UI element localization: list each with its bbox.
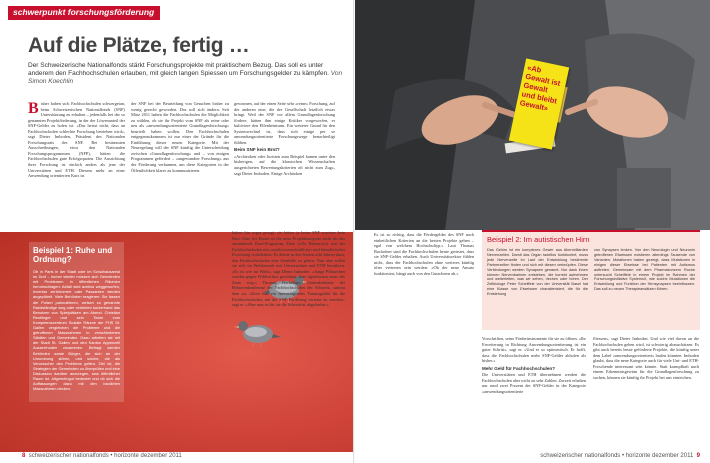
column-3-text: gewonnen, auf der einen Seite sehr «reine» Forschung, auf der anderen eine, die der Gesellschaft letztlich etwas bringt. Weil der SNF vor allem Grundlagenforschung fördere, hätten ihm einige Kritiker vorgeworfen, er kultiviere den Elfenbeinturm. Ein weiterer Grund für den Systemwechsel ist, dass sich einige per se anwendungsorientierte Forschungswege benachteiligt fühlten. bbox=[234, 101, 335, 145]
body-column-1 bbox=[28, 101, 125, 231]
sidebar-text: Ob in Paris in der Stadt oder im Schulhausareal im Dorf – immer wieder müssen sich Gemeinden mit Problemen in öffentlichen Räumen herumschlagen: Abfall wird achtlos weggeworfen, Inventar zertrümmert oder Passanten werden angepöbelt. Viele Behörden reagieren: Sie lassen die Polizei patrouillieren, weisen so genannte Randständige weg oder verbieten kurzerhand das Benutzen von Spielplätzen am Abend. Christian Reutlinger und sein Team vom Kompetenzzentrum Soziale Räume der FHS St. Gallen vergleichen die Probleme und die getroffenen Massnahmen in verschiedenen Städten und Gemeinden. Dazu arbeiten sie mit der Stadt St. Gallen und den Kanton Appenzell Ausserrhoden zusammen. Befragt werden Behörden sowie Bürger, die sich an der Umordnung stören, und solche, die als Verursacher des Problems gelten. Ziel ist, die Strategien der Gemeinden zu überprüfen und eine Diskussion darüber anzuregen, was öffentlicher Raum ist. Allgemeingut bedeutet und ob sich die Auffassungen dazu mit den baulichen Massnahmen decken. bbox=[33, 269, 120, 392]
sidebar-right-title: Beispiel 2: Im autistischen Hirn bbox=[487, 235, 590, 244]
section-label: schwerpunkt forschungsförderung bbox=[8, 6, 160, 20]
sidebar-right-col-2: von Synapsen lenken. Von den Neurologin und Neuronin getroffenen Eiweissen existieren allerdings Tausende von Varianten. Mutationen haben gezeigt, dass Mutationen in einigen dieser Eiweisse bei Patienten mit Autismus auftreten. Gemeinsam mit dem Pharmakonzern Roche untersucht Scheiffele in einem Projekt im Rahmen der Forschungsinitiative SystemsX, wie solche Mutationen die Entwicklung und Funktion der Hirnsynapsen beeinflussen. Das soll zu neuen Therapieansätzen führen. bbox=[594, 248, 695, 292]
folio-text-right: schweizerischer nationalfonds • horizonte dezember 2011 bbox=[540, 453, 694, 459]
column-3-text-after: «Archieoken oder Juristen zum Beispiel kamen unter den bisherigen, auf die klassischen Wissenschaften ausgerichteten Bewertungskriterien oft nicht zum Zug», sagt Dieter Imboden. Einige Archäoken bbox=[234, 153, 335, 176]
column-3-subhead: Beim SNF kein Brot? bbox=[234, 147, 280, 153]
article-lede bbox=[28, 62, 348, 86]
hands-sign-photo bbox=[355, 0, 710, 230]
body-column-right-b bbox=[482, 336, 586, 441]
sidebar-right-col-1: Das Gehirn ist ein komplexes Gewirr aus Abermilliarden Nervenzellen. Damit das Organ tadellos funktioniert, muss jede Nervenzelle im Lauf der Entwicklung bestimmte Partnerzellen finden und sich mit diesen verknüpfen. Diese Verbindungen werden Synapsen genannt. Nur dank ihnen können Nervenbahnen entstehen, die korrekt aufnehmen und weiterleiten, was wir sehen, riechen oder hören. Der Zellbiologe Peter Scheiffele von der Universität Basel hat eine Klasse von Eiweissen charakterisiert, die für die Entstehung bbox=[487, 248, 588, 297]
column-b-subhead: Mehr Geld für Fachhochschulen? bbox=[482, 365, 555, 371]
lede-text: Der Schweizerische Nationalfonds stärkt Forschungsprojekte mit praktischem Bezug. Das soll es unter anderem den Fachhochschulen erlauben, mit gleich langen Spiessen um Forschungsgelder zu kämpfen. bbox=[28, 62, 329, 78]
page-folio-right bbox=[540, 453, 700, 459]
body-continued: hätten hin sogar gesagt, sie hätten ja beim SNF sowieso kein Brot. Eine Art Ersatz ist die neue Projektkategorie nicht für das auslaufende Dore-Programm. Dore («Do Research») war der Fachhochschulen mit sozialwissenschaftlicher und künstlerischer Forschung vorbehalten. Es diente in den letzten acht Jahren dazu, den Fachhochschulen eine Starthilfe zu geben. Nun aber sollen sie sich im Wettbewerb mit Universitäten und ETH bewähren. «Es ist wie im Wald», sagt Dieter Imboden. «Junge Pflänzchen werden gegen Wildverbiss geschützt, aber irgendwann muss der Zaun weg.» Thomas Bachofner, Generalsekretär der Rektorenkonferenz der Fachhochschulen der Schweiz, stimmt dem zu. «Dore war ein hervorragendes Trainingsfeld für die Fachhochschulen, mit der SNF-Förderung vertraut zu werden», sagt er. «Aber nun ist für sie die Schonfrist abgelaufen.» bbox=[232, 230, 345, 308]
sidebar-example-2 bbox=[482, 230, 700, 330]
article-headline: Auf die Plätze, fertig … bbox=[28, 34, 250, 57]
body-column-2: der SNF bei der Beurteilung von Gesuchen bisher zu wenig gerecht geworden. Das soll sich ändern. Seit März 2011 haben die Fachhochschulen die Möglichkeit zu wählen, ob sie ihr Projekt vom SNF als reine oder neu als «anwendungsorientierte Grundlagenforschung» beurteilt haben wollen. Den Fachhochschulen entgegenzukommen ist nur einer der Gründe für die Einführung dieser neuen Kategorie. Mit der Neuregelung will der SNF künftig die Unterscheidung zwischen «Grundlagenforschung» und – von einigen Programmen gefördert – «angewandter Forschung» aus der Förderung verbannen, um diese Kategorien in der Öffentlichkeit klarer zu kommunizieren. bbox=[131, 101, 229, 173]
byline: Von Simon Koechlin bbox=[28, 70, 343, 86]
page-folio-left bbox=[22, 453, 182, 459]
body-column-right-c: fliessen», sagt Dieter Imboden. Und wie viel davon an die Fachhochschulen gehen wird, ist schwierig abzuschätzen. Es gibt auch bereits heute geförderte Projekte, die künftig unter dem Label «anwendungsorientiert» laufen könnten. Imboden glaubt, dass die neue Kategorie auch für viele Uni- und ETH-Forschende interessant sein könnte. Statt krampfhaft nach einem Erkenntnisgewinn für die Grundlagenforschung zu suchen, können sie künftig ihr Projekt bei uns einreichen. bbox=[593, 336, 699, 380]
sidebar-title: Beispiel 1: Ruhe und Ordnung? bbox=[33, 246, 113, 264]
body-column-3 bbox=[234, 101, 335, 231]
column-1-text: isher haben sich Fachhochschulen schwergetan, beim Schweizerischen Nationalfonds (SNF) Unterstützung zu erhalten – jedenfalls bei der so genannten Projektförderung, in der der Löwenanteil der SNF-Gelder zu holen ist. «Das heisst nicht, dass an Fachhochschulen schlechte Forschung betrieben wird», sagt Dieter Imboden, Präsident des Nationalen Forschungsrats des SNF. Bei bestimmten Ausschreibungen, etwa den Nationalen Forschungsprogrammen (NFP), hätten die Fachhochschulen gute Erfolgsquoten. Die Ausrichtung ihrer Forschung ist einfach anders als jene der Universitäten und ETH. Diesem mehr an einer Anwendung orientierten Kurs ist bbox=[28, 101, 125, 179]
page-number-right: 9 bbox=[696, 453, 700, 459]
page-number: 8 bbox=[22, 453, 26, 459]
column-b-text-after: Die Universitäten und ETH übernehmen werden die Fachhochschulen aber nicht zu sehr Zahlen. Zurzeit erhalten nur rund zwei Prozent der SNF-Gelder in der Kategorie «anwendungsorientierte bbox=[482, 372, 586, 394]
drop-cap: B bbox=[28, 100, 39, 117]
column-b-text: Vorschriften, seine Förderinstrumente für sie zu öffnen. «Ihr Erweiterung in Richtung Anwendungsorientierung ist ein guter Schritt», sagt er. «Und er so optimistisch. Er hofft, dass die Fachhochschulen mehr SNF-Gelder abholen als bisher.» bbox=[482, 336, 586, 364]
body-column-right-a: Es ist so richtig, dass die Fördergelder des SNF nach einheitlichen Kriterien an die besten Projekte gehen – egal von welchem Hochschultyp.» Laut Thomas Bachofner sind die Fachhochschulen heute gerüstet, dass sie SNF-Gelder erhalten. Auch Universitätsrektor fühlen nicht, dass der Fachhochschulen ohne weiteres künftig öfter vertreten sein werden: «Ob der neue Ansatz funktioniert, hängt auch von den Gutachtern ab.» bbox=[374, 232, 474, 276]
sidebar-example-1 bbox=[29, 242, 124, 402]
sign-text: «Ab Gewalt ist Gewalt und bleibt Gewalt» bbox=[518, 62, 562, 113]
folio-text: schweizerischer nationalfonds • horizonte dezember 2011 bbox=[28, 453, 182, 459]
